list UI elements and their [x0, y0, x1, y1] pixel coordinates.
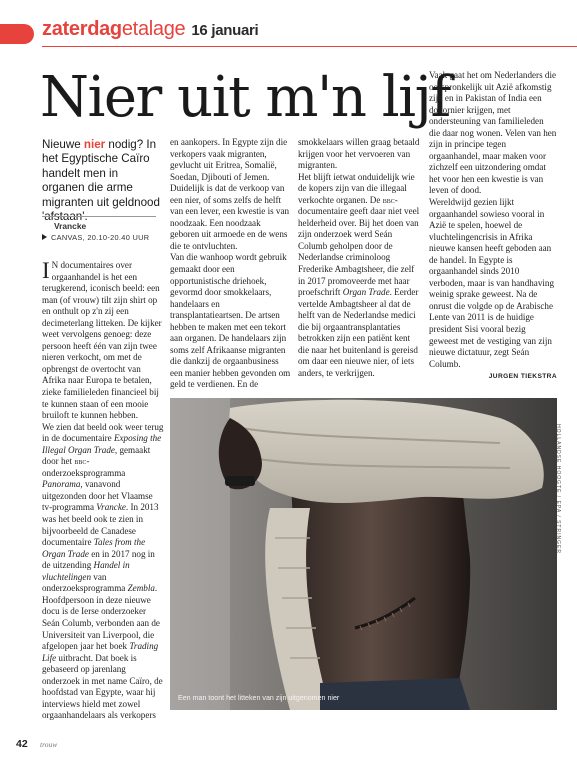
column-2-text: en aankopers. In Egypte zijn die verkopers vaak migranten, gevlucht uit Eritrea, Somalië, Soedan, Djibouti of Jemen. Duidelijk is dat de verkoop van een nier, of soms zelfs de helft van een lever, een kwestie is van noodzaak. Een noodzaak geboren uit armoede en de wens die te ontvluchten. Van die wanhoop wordt gebruik gemaakt door een opportunistische driehoek, gevormd door smokkelaars, handelaars en transplantatieartsen. De artsen hebben te maken met een tekort aan organen. De handelaars zijn soms zelf Afrikaanse migranten die dankzij de orgaanbusiness een manier hebben gevonden om geld te verdienen. En de	[170, 137, 291, 390]
section-tab	[0, 24, 34, 44]
page-number: 42	[16, 738, 28, 750]
magazine-logo: trouw	[40, 740, 58, 749]
program-broadcast-text: CANVAS, 20.10-20.40 UUR	[51, 233, 150, 242]
article-photo	[170, 398, 562, 710]
article-column-1	[42, 260, 165, 722]
photo-credit: HOLLANDSE HOOGTE / EPA / STRINGER	[555, 424, 562, 554]
paragraph: We zien dat beeld ook weer terug in de documentaire Exposing the Illegal Organ Trade, gemaakt door het bbc-onderzoeksprogramma Panorama, vanavond uitgezonden door het Vlaamse tv-programma Vrancke. In 2013 was het beeld ook te zien in bijvoorbeeld de Canadese documentaire Tales from the Organ Trade en in 2017 nog in de uitzending Handel in vluchtelingen van onderzoeksprogramma Zembla.	[42, 421, 164, 594]
header-rule	[42, 46, 577, 47]
program-broadcast	[42, 233, 149, 242]
program-title: Vrancke	[54, 221, 87, 231]
paragraph: Vaak gaat het om Nederlanders die oorspronkelijk uit Azië afkomstig zijn en in Pakistan of India een donornier krijgen, met ondersteuning van familieleden die daar nog wonen. Velen van hen zijn in principe tegen orgaanhandel, maar maken voor zichzelf een uitzondering omdat het voor hen een kwestie is van leven of dood.	[429, 70, 557, 196]
intro-text	[42, 138, 162, 224]
section-date: 16 januari	[191, 22, 259, 39]
paragraph: Wereldwijd gezien lijkt orgaanhandel sowieso vooral in Azië te spelen, hoewel de vluchtelingencrisis in Afrika nieuwe kansen heeft geboden aan de handel. In Egypte is orgaanhandel sinds 2010 verboden, maar is van handhaving weinig sprake geweest. Na de onrust die volgde op de Arabische Lente van 2011 is de huidige president Sisi vooral bezig geweest met de vestiging van zijn nieuwe dictatuur, zegt Seán Columb.	[429, 197, 554, 369]
article-column-4	[429, 70, 557, 383]
paragraph: Hoofdpersoon in deze nieuwe docu is de Ierse onderzoeker Seán Columb, verbonden aan de Universiteit van Liverpool, die afgelopen jaar het boek Trading Life uitbracht. Dat boek is gebaseerd op jarenlang onderzoek in met name Caïro, de hoofdstad van Egypte, waar hij interviews hield met zowel orgaanhandelaars als verkopers	[42, 594, 163, 721]
headline: Nier uit m'n lijf	[40, 65, 450, 130]
section-header	[42, 18, 258, 41]
paragraph	[42, 260, 165, 422]
drop-cap: I	[42, 258, 50, 283]
section-name-light: etalage	[121, 18, 186, 40]
play-arrow-icon	[42, 234, 47, 240]
program-rule	[42, 216, 156, 217]
intro-pre: Nieuwe	[42, 138, 84, 151]
author-byline: JURGEN TIEKSTRA	[488, 373, 557, 381]
intro-highlight: nier	[83, 138, 106, 151]
article-column-3: smokkelaars willen graag betaald krijgen voor het vervoeren van migranten. Het blijft ietwat onduidelijk wie de kopers zijn van die illegaal verkochte organen. De bbc-documentaire geeft daar niet veel helderheid over. Bij het doen van zijn onderzoek werd Seán Columb geholpen door de Nederlandse criminoloog Frederike Ambagtsheer, die zelf in 2017 promoveerde met haar proefschrift Organ Trade. Eerder vertelde Ambagtsheer al dat de helft van de Nederlandse medici die bij orgaantransplantaties betrokken zijn een patiënt kent die naar het buitenland is gereisd om daar een nieuwe nier, of iets anders, te verkrijgen.	[298, 137, 420, 378]
photo-caption: Een man toont het litteken van zijn uitgenomen nier	[178, 694, 340, 702]
paragraph-text: N documentaires over orgaanhandel is het een terugkerend, iconisch beeld: een man (of vrouw) tilt zijn shirt op en onthult op z'n zij een decimeterlang litteken. De kijker weet vervolgens genoeg: deze persoon heeft één van zijn twee nieren verkocht, om met de opbrengst de overtocht van Afrika naar Europa te betalen, zieke familieleden financieel bij te kunnen staan of een mooie bruiloft te kunnen hebben.	[42, 260, 162, 421]
photo-illustration	[170, 398, 557, 710]
intro-post: nodig? In het Egyptische Caïro handelt men in organen die arme migranten uit geldnood 'afstaan'.	[42, 138, 160, 224]
article-column-2	[170, 137, 292, 391]
section-name-bold: zaterdag	[42, 18, 122, 40]
